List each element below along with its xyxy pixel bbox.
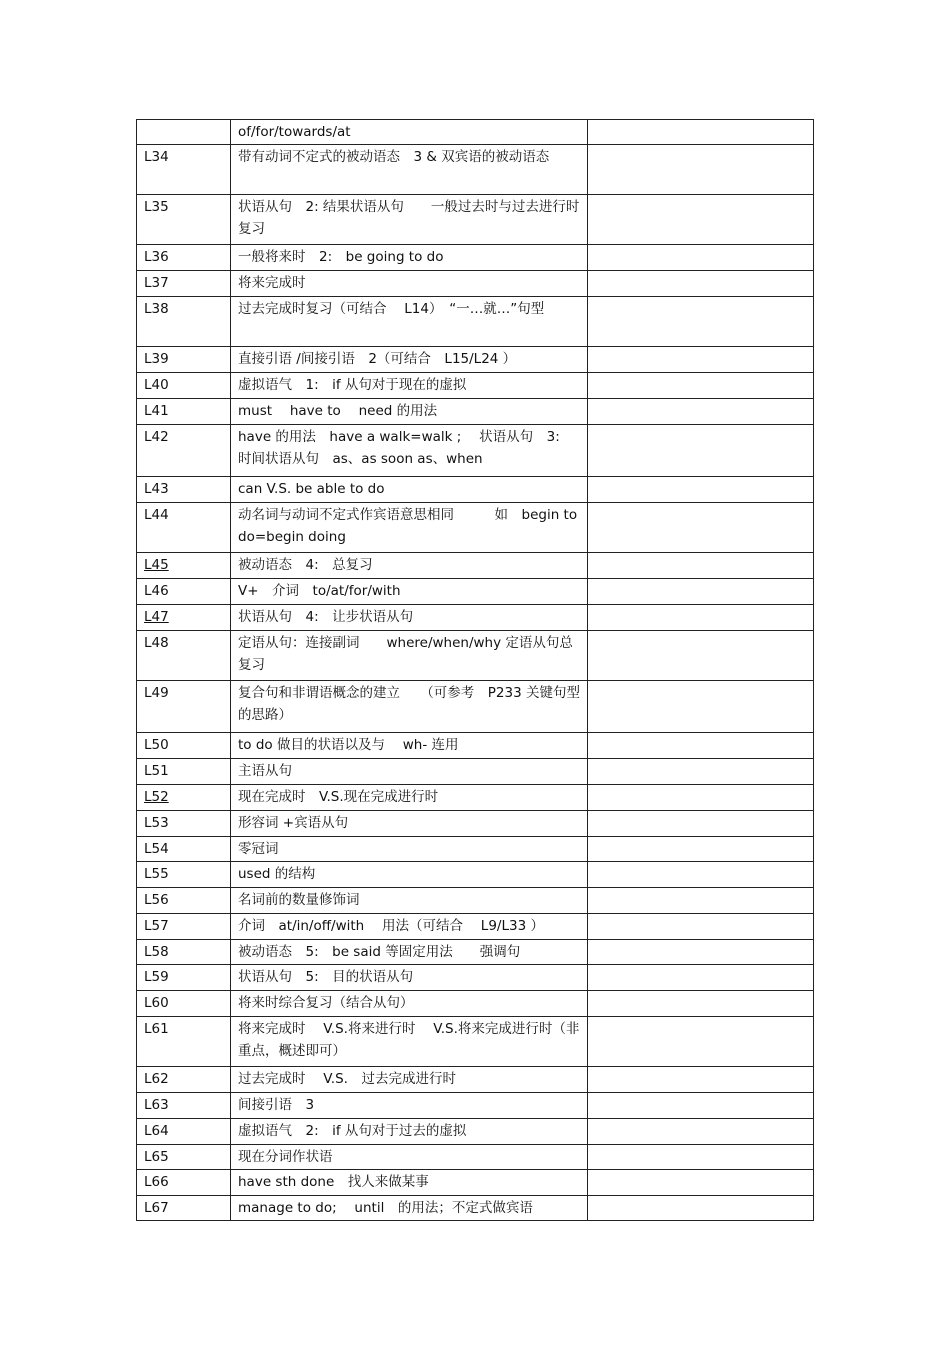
lesson-cell: L41 — [137, 399, 231, 425]
lesson-cell: L62 — [137, 1067, 231, 1093]
topic-cell: 名词前的数量修饰词 — [231, 888, 588, 914]
table-row — [137, 991, 814, 1017]
table-row — [137, 914, 814, 940]
lesson-cell: L40 — [137, 373, 231, 399]
topic-cell: 状语从句 2: 结果状语从句 一般过去时与过去进行时复习 — [231, 195, 588, 245]
topic-cell: 将来时综合复习（结合从句） — [231, 991, 588, 1017]
table-row — [137, 681, 814, 733]
notes-cell — [588, 1067, 814, 1093]
table-row — [137, 297, 814, 347]
lesson-cell: L56 — [137, 888, 231, 914]
topic-cell: 主语从句 — [231, 759, 588, 785]
topic-cell: of/for/towards/at — [231, 120, 588, 145]
notes-cell — [588, 940, 814, 965]
notes-cell — [588, 811, 814, 837]
topic-cell: can V.S. be able to do — [231, 477, 588, 503]
topic-cell: 动名词与动词不定式作宾语意思相同 如 begin to do=begin doing — [231, 503, 588, 553]
table-row — [137, 1017, 814, 1067]
notes-cell — [588, 503, 814, 553]
lesson-cell: L44 — [137, 503, 231, 553]
topic-cell: 复合句和非谓语概念的建立 （可参考 P233 关键句型的思路） — [231, 681, 588, 733]
table-row — [137, 605, 814, 631]
lesson-cell — [137, 120, 231, 145]
topic-cell: used 的结构 — [231, 862, 588, 888]
table-row — [137, 785, 814, 811]
notes-cell — [588, 605, 814, 631]
table-row — [137, 425, 814, 477]
table-row — [137, 888, 814, 914]
lesson-cell: L39 — [137, 347, 231, 373]
notes-cell — [588, 579, 814, 605]
table-row — [137, 1196, 814, 1221]
lesson-cell: L50 — [137, 733, 231, 759]
table-row — [137, 1067, 814, 1093]
topic-cell: 状语从句 4: 让步状语从句 — [231, 605, 588, 631]
notes-cell — [588, 837, 814, 862]
topic-cell: 现在分词作状语 — [231, 1145, 588, 1170]
notes-cell — [588, 1017, 814, 1067]
lesson-cell: L66 — [137, 1170, 231, 1196]
topic-cell: to do 做目的状语以及与 wh- 连用 — [231, 733, 588, 759]
lesson-cell: L63 — [137, 1093, 231, 1119]
table-row — [137, 120, 814, 145]
topic-cell: 过去完成时复习（可结合 L14） “一…就…”句型 — [231, 297, 588, 347]
topic-cell: must have to need 的用法 — [231, 399, 588, 425]
table-row — [137, 145, 814, 195]
notes-cell — [588, 1196, 814, 1221]
table-row — [137, 837, 814, 862]
lesson-cell: L53 — [137, 811, 231, 837]
notes-cell — [588, 373, 814, 399]
notes-cell — [588, 1145, 814, 1170]
notes-cell — [588, 477, 814, 503]
table-row — [137, 195, 814, 245]
lesson-grammar-table — [136, 119, 814, 1221]
lesson-cell: L54 — [137, 837, 231, 862]
lesson-cell: L38 — [137, 297, 231, 347]
notes-cell — [588, 965, 814, 991]
topic-cell: 一般将来时 2: be going to do — [231, 245, 588, 271]
notes-cell — [588, 271, 814, 297]
notes-cell — [588, 888, 814, 914]
topic-cell: 将来完成时 — [231, 271, 588, 297]
table-row — [137, 579, 814, 605]
lesson-cell: L45 — [137, 553, 231, 579]
notes-cell — [588, 120, 814, 145]
notes-cell — [588, 425, 814, 477]
notes-cell — [588, 1119, 814, 1145]
topic-cell: 定语从句：连接副词 where/when/why 定语从句总复习 — [231, 631, 588, 681]
topic-cell: have sth done 找人来做某事 — [231, 1170, 588, 1196]
topic-cell: 状语从句 5: 目的状语从句 — [231, 965, 588, 991]
topic-cell: 过去完成时 V.S. 过去完成进行时 — [231, 1067, 588, 1093]
table-row — [137, 940, 814, 965]
notes-cell — [588, 399, 814, 425]
lesson-cell: L61 — [137, 1017, 231, 1067]
topic-cell: 被动语态 5: be said 等固定用法 强调句 — [231, 940, 588, 965]
notes-cell — [588, 681, 814, 733]
notes-cell — [588, 245, 814, 271]
table-row — [137, 1119, 814, 1145]
notes-cell — [588, 631, 814, 681]
notes-cell — [588, 297, 814, 347]
lesson-cell: L59 — [137, 965, 231, 991]
lesson-cell: L55 — [137, 862, 231, 888]
notes-cell — [588, 914, 814, 940]
table-row — [137, 1170, 814, 1196]
topic-cell: manage to do; until 的用法；不定式做宾语 — [231, 1196, 588, 1221]
lesson-cell: L52 — [137, 785, 231, 811]
table-row — [137, 347, 814, 373]
topic-cell: 虚拟语气 2: if 从句对于过去的虚拟 — [231, 1119, 588, 1145]
table-row — [137, 759, 814, 785]
lesson-cell: L43 — [137, 477, 231, 503]
table-body — [137, 120, 814, 1221]
topic-cell: 间接引语 3 — [231, 1093, 588, 1119]
lesson-cell: L48 — [137, 631, 231, 681]
lesson-cell: L57 — [137, 914, 231, 940]
topic-cell: 将来完成时 V.S.将来进行时 V.S.将来完成进行时（非重点，概述即可） — [231, 1017, 588, 1067]
table-row — [137, 399, 814, 425]
lesson-cell: L67 — [137, 1196, 231, 1221]
notes-cell — [588, 862, 814, 888]
table-row — [137, 1145, 814, 1170]
table-row — [137, 862, 814, 888]
lesson-cell: L49 — [137, 681, 231, 733]
notes-cell — [588, 733, 814, 759]
notes-cell — [588, 347, 814, 373]
topic-cell: have 的用法 have a walk=walk ; 状语从句 3: 时间状语从句 as、as soon as、when — [231, 425, 588, 477]
topic-cell: 被动语态 4: 总复习 — [231, 553, 588, 579]
topic-cell: V+ 介词 to/at/for/with — [231, 579, 588, 605]
lesson-cell: L42 — [137, 425, 231, 477]
notes-cell — [588, 1093, 814, 1119]
table-row — [137, 373, 814, 399]
notes-cell — [588, 759, 814, 785]
notes-cell — [588, 991, 814, 1017]
notes-cell — [588, 785, 814, 811]
table-row — [137, 965, 814, 991]
table-row — [137, 811, 814, 837]
table-row — [137, 553, 814, 579]
lesson-cell: L58 — [137, 940, 231, 965]
lesson-cell: L47 — [137, 605, 231, 631]
notes-cell — [588, 195, 814, 245]
topic-cell: 形容词 +宾语从句 — [231, 811, 588, 837]
lesson-cell: L36 — [137, 245, 231, 271]
lesson-cell: L51 — [137, 759, 231, 785]
table-row — [137, 503, 814, 553]
notes-cell — [588, 553, 814, 579]
lesson-cell: L35 — [137, 195, 231, 245]
topic-cell: 零冠词 — [231, 837, 588, 862]
lesson-cell: L65 — [137, 1145, 231, 1170]
lesson-cell: L37 — [137, 271, 231, 297]
lesson-cell: L60 — [137, 991, 231, 1017]
table-row — [137, 271, 814, 297]
topic-cell: 直接引语 /间接引语 2（可结合 L15/L24 ） — [231, 347, 588, 373]
notes-cell — [588, 145, 814, 195]
table-row — [137, 631, 814, 681]
topic-cell: 虚拟语气 1: if 从句对于现在的虚拟 — [231, 373, 588, 399]
topic-cell: 现在完成时 V.S.现在完成进行时 — [231, 785, 588, 811]
topic-cell: 带有动词不定式的被动语态 3 & 双宾语的被动语态 — [231, 145, 588, 195]
table-row — [137, 245, 814, 271]
topic-cell: 介词 at/in/off/with 用法（可结合 L9/L33 ） — [231, 914, 588, 940]
lesson-cell: L34 — [137, 145, 231, 195]
lesson-cell: L46 — [137, 579, 231, 605]
table-row — [137, 477, 814, 503]
table-row — [137, 733, 814, 759]
lesson-cell: L64 — [137, 1119, 231, 1145]
notes-cell — [588, 1170, 814, 1196]
table-row — [137, 1093, 814, 1119]
